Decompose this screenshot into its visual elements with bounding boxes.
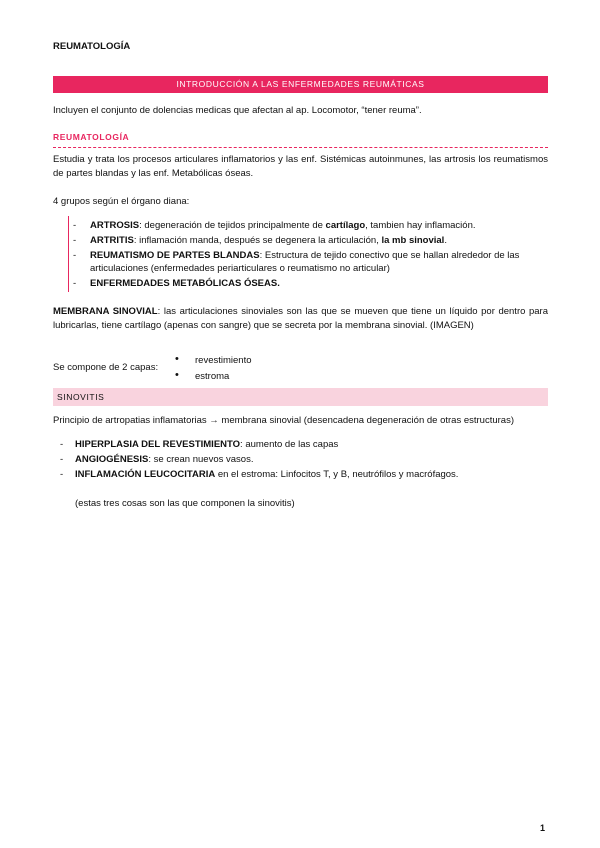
- reumatologia-paragraph: Estudia y trata los procesos articulares inflamatorios y las enf. Sistémicas autoinmunes, las artrosis los reumatismos de partes blandas y las enf. Metabólicas óseas.: [53, 154, 548, 179]
- section-banner: INTRODUCCIÓN A LAS ENFERMEDADES REUMÁTICAS: [53, 76, 548, 93]
- capas-list: [175, 354, 252, 386]
- list-item: - ANGIOGÉNESIS: se crean nuevos vasos.: [60, 453, 254, 465]
- list-item: - ENFERMEDADES METABÓLICAS ÓSEAS.: [73, 278, 280, 290]
- sinovitis-paragraph: Principio de artropatias inflamatorias → membrana sinovial (desencadena degeneración de otras estructuras): [53, 415, 514, 426]
- sinovitis-list: [60, 438, 540, 482]
- list-item: - INFLAMACIÓN LEUCOCITARIA en el estroma: Linfocitos T, y B, neutrófilos y macrófagos.: [60, 468, 459, 480]
- reumatologia-heading: REUMATOLOGÍA: [53, 131, 548, 148]
- page-number: 1: [540, 823, 546, 833]
- groups-intro: 4 grupos según el órgano diana:: [53, 196, 190, 207]
- membrana-paragraph: MEMBRANA SINOVIAL: las articulaciones sinoviales son las que se mueven que tiene un líquido por dentro para lubricarlas, tiene cartílago (apenas con sangre) que se secreta por la membrana sinovial. (IMAGEN): [53, 306, 549, 331]
- document-title: REUMATOLOGÍA: [53, 41, 131, 52]
- list-item: - ARTRITIS: inflamación manda, después se degenera la articulación, la mb sinovial.: [73, 234, 447, 246]
- list-item: • estroma: [175, 369, 230, 382]
- list-item: • revestimiento: [175, 353, 252, 366]
- capas-label: Se compone de 2 capas:: [53, 362, 159, 373]
- sinovitis-heading: SINOVITIS: [53, 388, 548, 406]
- list-item: - HIPERPLASIA DEL REVESTIMIENTO: aumento de las capas: [60, 439, 339, 450]
- intro-paragraph: Incluyen el conjunto de dolencias medicas que afectan al ap. Locomotor, “tener reuma”.: [53, 105, 422, 116]
- sinovitis-note: (estas tres cosas son las que componen la sinovitis): [75, 498, 295, 509]
- list-item: - REUMATISMO DE PARTES BLANDAS: Estructura de tejido conectivo que se hallan alrededor de las articulaciones (enfermedades periarticulares o reumatismo no articular): [73, 249, 520, 275]
- groups-list: [73, 219, 543, 292]
- list-item: - ARTROSIS: degeneración de tejidos principalmente de cartílago, tambien hay inflamación.: [73, 220, 476, 231]
- list-bracket: [68, 216, 71, 292]
